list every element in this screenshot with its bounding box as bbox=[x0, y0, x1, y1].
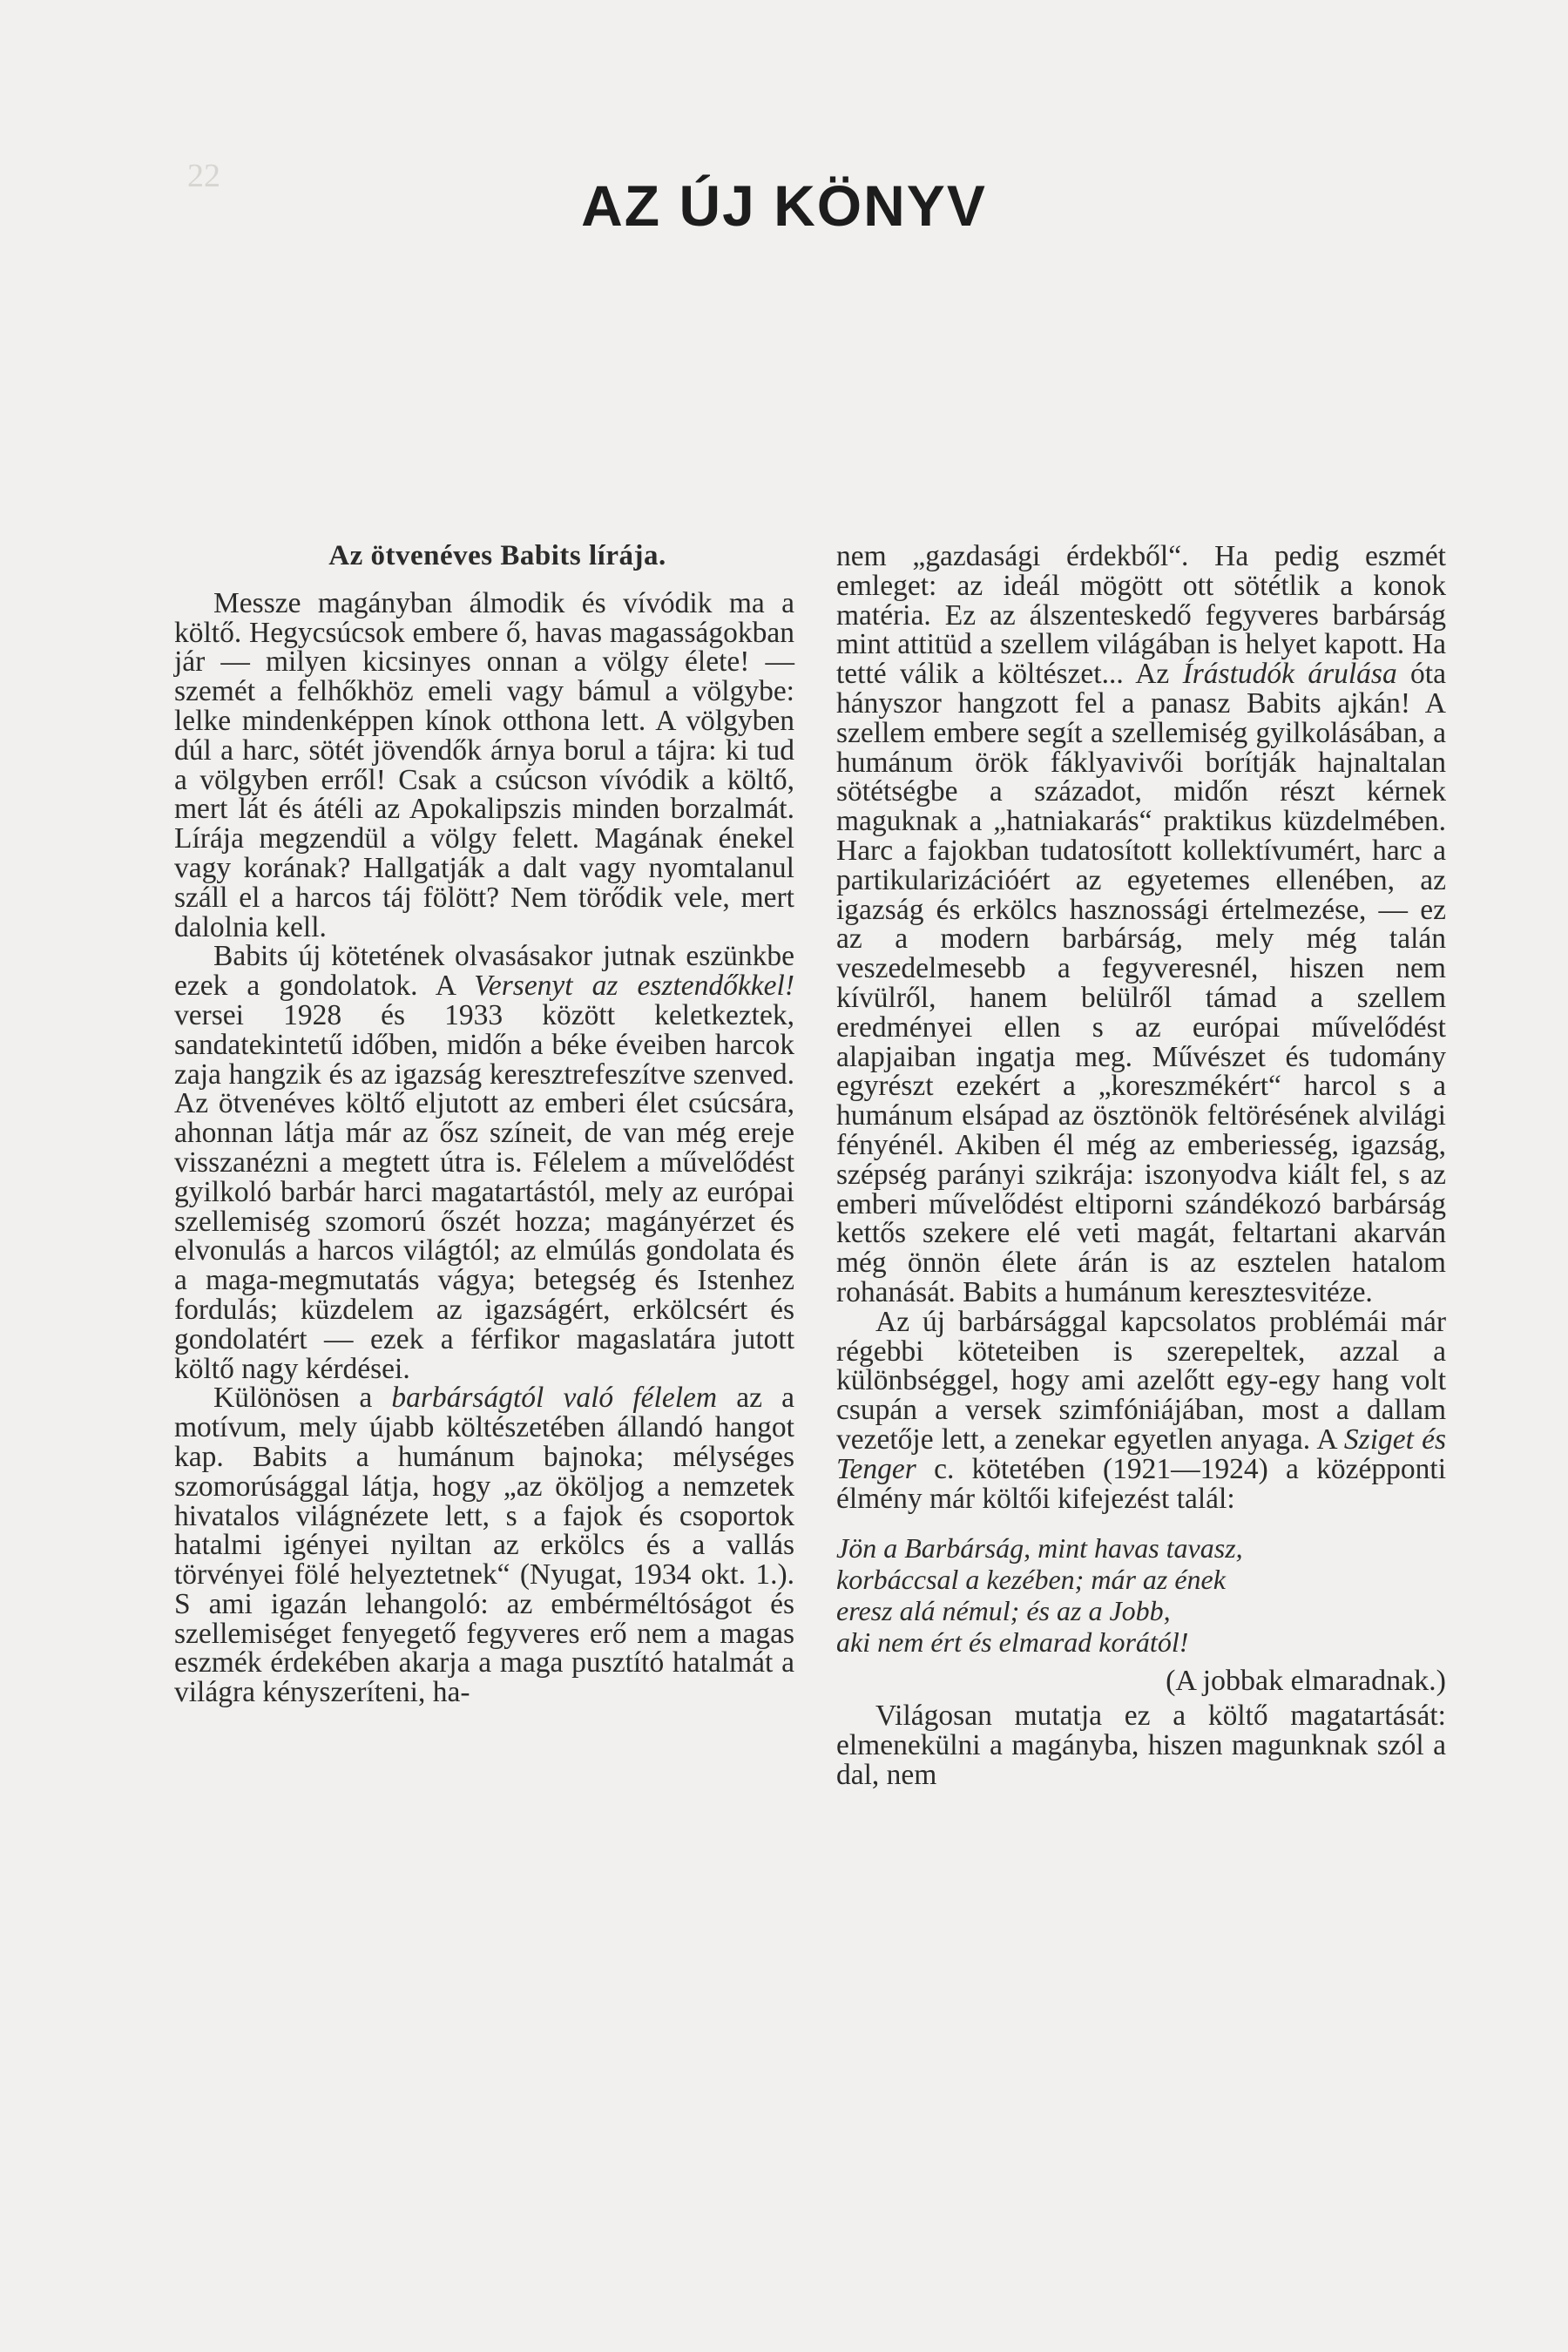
paragraph bbox=[174, 586, 794, 943]
poem-line: korbáccsal a kezében; már az ének bbox=[836, 1564, 1226, 1596]
paragraph-text: Különösen a bbox=[213, 1382, 392, 1415]
paragraph bbox=[836, 542, 1446, 1308]
poem-source: (A jobbak elmaradnak.) bbox=[1166, 1665, 1446, 1698]
poem-line: eresz alá némul; és az a Jobb, bbox=[836, 1595, 1171, 1627]
poem-line: Jön a Barbárság, mint havas tavasz, bbox=[836, 1532, 1243, 1565]
paragraph-text: nem „gazdasági érdekből“. Ha pedig eszmét emleget: az ideál mögött ott sötétlik a konok matéria. Ez az álszenteskedő fegyveres barbárság mint attitüd a szellem világában is helyet kapott. Ha tetté válik a költészet... Az bbox=[836, 540, 1446, 691]
paragraph-text: Az új barbársággal kapcsolatos problémái már régebbi köteteiben is szerepeltek, azzal a különbséggel, hogy ami azelőtt egy-egy hang volt csupán a versek szimfóniájában, most a dallam vezetője lett, a zenekar egyetlen anyaga. A bbox=[836, 1305, 1446, 1456]
paragraph-text: Babits új kötetének olvasásakor jutnak eszünkbe ezek a gondolatok. A bbox=[174, 940, 794, 1003]
emphasis: barbárságtól való félelem bbox=[391, 1382, 718, 1415]
page-title: AZ ÚJ KÖNYV bbox=[581, 173, 987, 238]
paragraph bbox=[174, 942, 794, 1383]
paragraph-text: az a motívum, mely újabb költészetében állandó hangot kap. Babits a humánum bajnoka; mélységes szomorúsággal látja, hogy „az ököljog a nemzetek hivatalos világnézete lett, s a fajok és csoportok hatalmi igényei nyiltan az erkölcs és a vallás törvényei fölé helyeztetnek“ (Nyugat, 1934 okt. 1.). S ami igazán lehangoló: az embérméltóságot és szellemiséget fenyegető fegyveres erő nem a magas eszmék érdekében akarja a maga pusztító hatalmát a világra kényszeríteni, ha- bbox=[174, 1382, 794, 1709]
paragraph bbox=[174, 1383, 794, 1707]
page-number: 22 bbox=[187, 158, 220, 194]
book-title: Írástudók árulása bbox=[1182, 658, 1397, 691]
poem-line: aki nem ért és elmarad korától! bbox=[836, 1626, 1189, 1659]
poem-quote bbox=[836, 1532, 1446, 1658]
paragraph-text: c. kötetében (1921—1924) a középponti élmény már költői kifejezést talál: bbox=[836, 1452, 1446, 1515]
paragraph bbox=[836, 1305, 1446, 1515]
left-column bbox=[174, 542, 794, 1707]
book-title: Versenyt az esztendőkkel! bbox=[474, 970, 794, 1003]
paragraph-text: Messze magányban álmodik és vívódik ma a költő. Hegycsúcsok embere ő, havas magasságokban jár — milyen kicsinyes onnan a völgy élete! — szemét a felhőkhöz emeli vagy bámul a völgybe: lelke mindenképpen kínok otthona lett. A völgyben dúl a harc, sötét jövendők árnya borul a tájra: ki tud a völgyben erről! Csak a csúcson vívódik a költő, mert lát és átéli az Apokalipszis minden borzalmát. Lírája megzendül a völgy felett. Magának énekel vagy korának? Hallgatják a dalt vagy nyomtalanul száll el a harcos táj fölött? Nem törődik vele, mert dalolnia kell. bbox=[174, 586, 794, 943]
book-title: Sziget és Tenger bbox=[836, 1423, 1446, 1485]
right-column bbox=[836, 542, 1446, 1789]
paragraph-text: Világosan mutatja ez a költő magatartását: elmenekülni a magányba, hiszen magunknak szól a dal, nem bbox=[836, 1700, 1446, 1791]
paragraph-text: óta hányszor hangzott fel a panasz Babits ajkán! A szellem embere segít a szellemiség gyilkolásában, a humánum örök fáklyavivői borítják hajnaltalan sötétségbe a századot, midőn részt kérnek maguknak a „hatniakarás“ praktikus küzdelmében. Harc a fajokban tudatosított kollektívumért, harc a partikularizációért az egyetemes ellenében, az igazság és erkölcs hasznossági értelmezése, — ez az a modern barbárság, mely még talán veszedelmesebb a fegyveresnél, hiszen nem kívülről, hanem belülről támad a szellem eredményei ellen s az európai művelődést alapjaiban ingatja meg. Művészet és tudomány egyrészt ezekért a „koreszmékért“ harcol s a humánum elsápad az ösztönök feltörésének alvilági fényénél. Akiben él még az emberiesség, igazság, szépség parányi szikrája: iszonyodva kiált fel, s az emberi művelődést eltiporni szándékozó barbárság kettős szekere elé veti magát, feltartani akarván még önnön élete árán is az esztelen hatalom rohanását. Babits a humánum keresztesvitéze. bbox=[836, 658, 1446, 1308]
article-title: Az ötvenéves Babits lírája. bbox=[328, 540, 666, 571]
paragraph-text: versei 1928 és 1933 között keletkeztek, sandatekintetű időben, midőn a béke éveiben harcok zaja hangzik és az igazság keresztrefeszítve szenved. Az ötvenéves költő eljutott az emberi élet csúcsára, ahonnan látja már az ősz színeit, de van még ereje visszanézni a megtett útra is. Félelem a művelődést gyilkoló barbár harci magatartástól, mely az európai szellemiség szomorú őszét hozza; magányérzet és elvonulás a harcos világtól; az elmúlás gondolata és a maga-megmutatás vágya; betegség és Istenhez fordulás; küzdelem az igazságért, erkölcsért és gondolatért — ezek a férfikor magaslatára jutott költő nagy kérdései. bbox=[174, 998, 794, 1385]
paragraph bbox=[836, 1701, 1446, 1789]
